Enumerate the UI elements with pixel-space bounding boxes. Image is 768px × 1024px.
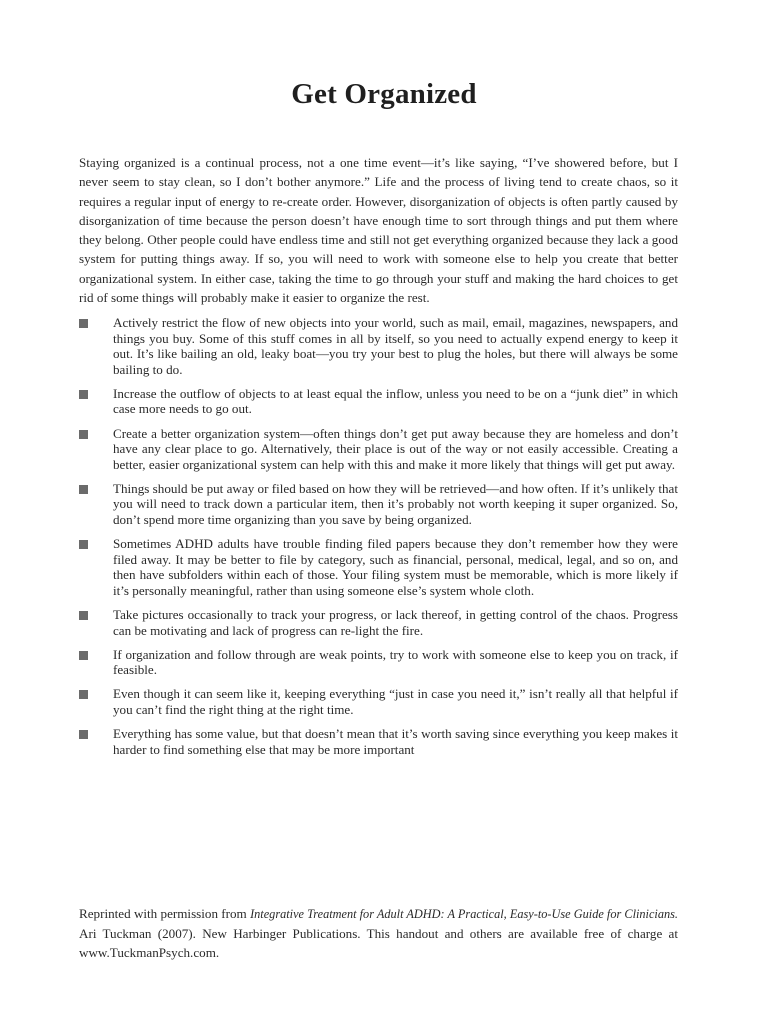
list-item-text: Actively restrict the flow of new objects into your world, such as mail, email, magazines, newspapers, and things you buy. Some of this stuff comes in all by itself, so you need to actually expend energy to keep it out. It’s like bailing an old, leaky boat—you try your best to plug the holes, but there will always be some bailing to do. [113, 315, 678, 377]
intro-paragraph: Staying organized is a continual process, not a one time event—it’s like saying, “I’ve showered before, but I never seem to stay clean, so I don’t bother anymore.” Life and the process of living tend to create chaos, so it requires a regular input of energy to re-create order. However, disorganization of objects is often partly caused by disorganization of time because the person doesn’t have enough time to sort through things and put them where they belong. Other people could have endless time and still not get everything organized because they lack a good system for putting things away. If so, you will need to work with someone else to help you create that better organizational system. In either case, taking the time to go through your stuff and making the hard choices to get rid of some things will probably make it easier to organize the rest. [79, 155, 678, 306]
list-item [79, 607, 678, 638]
list-item-text: Things should be put away or filed based on how they will be retrieved—and how often. If it’s unlikely that you will need to track down a particular item, then it’s probably not worth keeping it super organized. So, don’t spend more time organizing than you save by being organized. [113, 480, 678, 528]
square-bullet-icon [79, 651, 88, 660]
list-item [79, 426, 678, 473]
square-bullet-icon [79, 730, 88, 739]
footer-prefix: Reprinted with permission from [79, 906, 251, 921]
square-bullet-icon [79, 540, 88, 549]
square-bullet-icon [79, 430, 88, 439]
tips-list [79, 315, 678, 766]
square-bullet-icon [79, 485, 88, 494]
list-item [79, 536, 678, 598]
square-bullet-icon [79, 319, 88, 328]
list-item [79, 481, 678, 528]
list-item [79, 386, 678, 417]
list-item [79, 647, 678, 678]
list-item-text: Sometimes ADHD adults have trouble finding filed papers because they don’t remember how they were filed away. It may be better to file by category, such as financial, personal, medical, legal, and so on, and then have subfolders within each of those. Your filing system must be memorable, which is more likely if it’s personally meaningful, rather than using someone else’s system whole cloth. [113, 536, 678, 598]
list-item-text: Take pictures occasionally to track your progress, or lack thereof, in getting control of the chaos. Progress can be motivating and lack of progress can re-light the fire. [113, 607, 678, 638]
square-bullet-icon [79, 611, 88, 620]
list-item-text: Increase the outflow of objects to at least equal the inflow, unless you need to be on a “junk diet” in which case more needs to go out. [113, 385, 678, 417]
square-bullet-icon [79, 690, 88, 699]
attribution-footer [79, 904, 678, 963]
list-item-text: Everything has some value, but that doesn’t mean that it’s worth saving since everything you keep makes it harder to find something else that may be more important [113, 726, 678, 757]
list-item [79, 726, 678, 757]
footer-suffix: Ari Tuckman (2007). New Harbinger Publications. This handout and others are available free of charge at www.TuckmanPsych.com. [79, 926, 678, 961]
page-title: Get Organized [291, 78, 477, 110]
list-item-text: Even though it can seem like it, keeping everything “just in case you need it,” isn’t really all that helpful if you can’t find the right thing at the right time. [113, 686, 678, 717]
list-item-text: Create a better organization system—often things don’t get put away because they are homeless and don’t have any clear place to go. Alternatively, their place is out of the way or not easily accessible. Creating a better, easier organizational system can help with this and make it more likely that things will get put away. [113, 425, 678, 472]
list-item-text: If organization and follow through are weak points, try to work with someone else to keep you on track, if feasible. [113, 646, 678, 678]
square-bullet-icon [79, 390, 88, 399]
book-title: Integrative Treatment for Adult ADHD: A Practical, Easy-to-Use Guide for Clinicians. [250, 907, 678, 921]
list-item [79, 315, 678, 377]
list-item [79, 686, 678, 717]
